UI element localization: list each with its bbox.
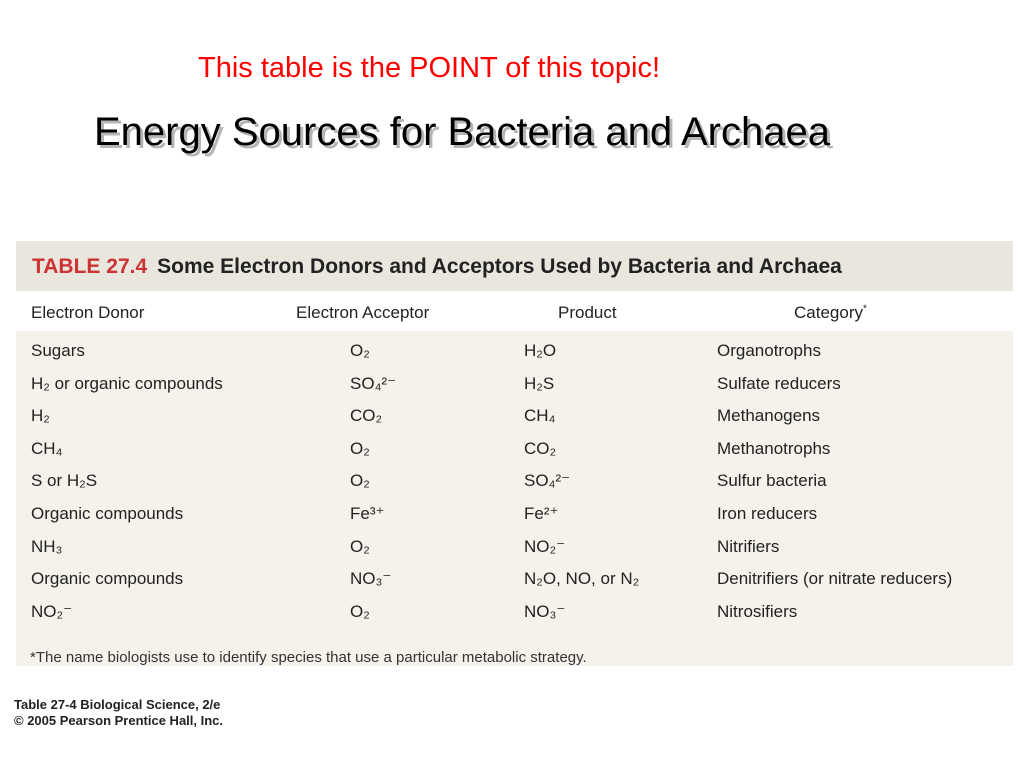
cell-category: Iron reducers [717,504,818,523]
cell-acceptor: Fe³⁺ [350,504,385,523]
header-category-label: Category [794,303,863,322]
cell-category: Sulfur bacteria [717,471,827,491]
cell-category: Sulfate reducers [717,373,841,393]
source-credit [14,697,223,729]
table-row [16,529,1013,561]
table-row [16,463,1013,495]
cell-product: Fe²⁺ [524,504,559,523]
cell-product: H₂S [524,373,555,393]
table-header-row [16,291,1013,331]
table-footnote: *The name biologists use to identify species that use a particular metabolic strategy. [30,649,587,666]
cell-acceptor: O₂ [350,601,370,621]
cell-acceptor: O₂ [350,438,370,458]
cell-acceptor: NO₃⁻ [350,569,392,589]
cell-acceptor: O₂ [350,536,370,556]
cell-category: Methanotrophs [717,438,831,458]
cell-category: Methanogens [717,406,821,426]
credit-line-1: Table 27-4 Biological Science, 2/e [14,697,221,712]
header-category-footnote-mark: * [862,303,867,315]
table-number: TABLE 27.4 [32,255,148,278]
table-caption: Some Electron Donors and Acceptors Used by Bacteria and Archaea [157,255,842,278]
table-row [16,431,1013,463]
table-row [16,333,1013,365]
cell-product: CH₄ [524,406,556,426]
cell-acceptor: SO₄²⁻ [350,373,397,393]
cell-acceptor: O₂ [350,341,370,360]
cell-product: SO₄²⁻ [524,471,571,491]
table-title [32,255,842,279]
credit-line-2: © 2005 Pearson Prentice Hall, Inc. [14,713,224,728]
table-title-bar [16,241,1013,291]
cell-donor: Sugars [31,341,85,360]
cell-acceptor: O₂ [350,471,370,491]
cell-product: CO₂ [524,438,557,458]
slide-title: Energy Sources for Bacteria and Archaea [94,110,830,154]
cell-category: Organotrophs [717,341,821,360]
cell-product: H₂O [524,341,557,360]
cell-category: Denitrifiers (or nitrate reducers) [717,569,953,589]
cell-donor: H₂ or organic compounds [31,373,223,393]
header-electron-donor: Electron Donor [31,303,145,322]
cell-product: NO₃⁻ [524,601,566,621]
cell-donor: Organic compounds [31,504,184,523]
cell-donor: NH₃ [31,536,63,556]
cell-donor: NO₂⁻ [31,601,73,621]
cell-donor: H₂ [31,406,50,426]
cell-product: NO₂⁻ [524,536,566,556]
cell-donor: Organic compounds [31,569,184,589]
cell-product: N₂O, NO, or N₂ [524,569,640,589]
cell-donor: CH₄ [31,438,63,458]
header-electron-acceptor: Electron Acceptor [296,303,430,322]
cell-acceptor: CO₂ [350,406,383,426]
table-row [16,561,1013,593]
cell-category: Nitrifiers [717,536,780,556]
table-row [16,398,1013,430]
table-row [16,496,1013,528]
cell-category: Nitrosifiers [717,601,798,621]
slide-note: This table is the POINT of this topic! [198,52,661,84]
cell-donor: S or H₂S [31,471,98,491]
header-product: Product [558,303,617,322]
table-row [16,366,1013,398]
header-category [794,303,867,323]
table-row [16,594,1013,626]
